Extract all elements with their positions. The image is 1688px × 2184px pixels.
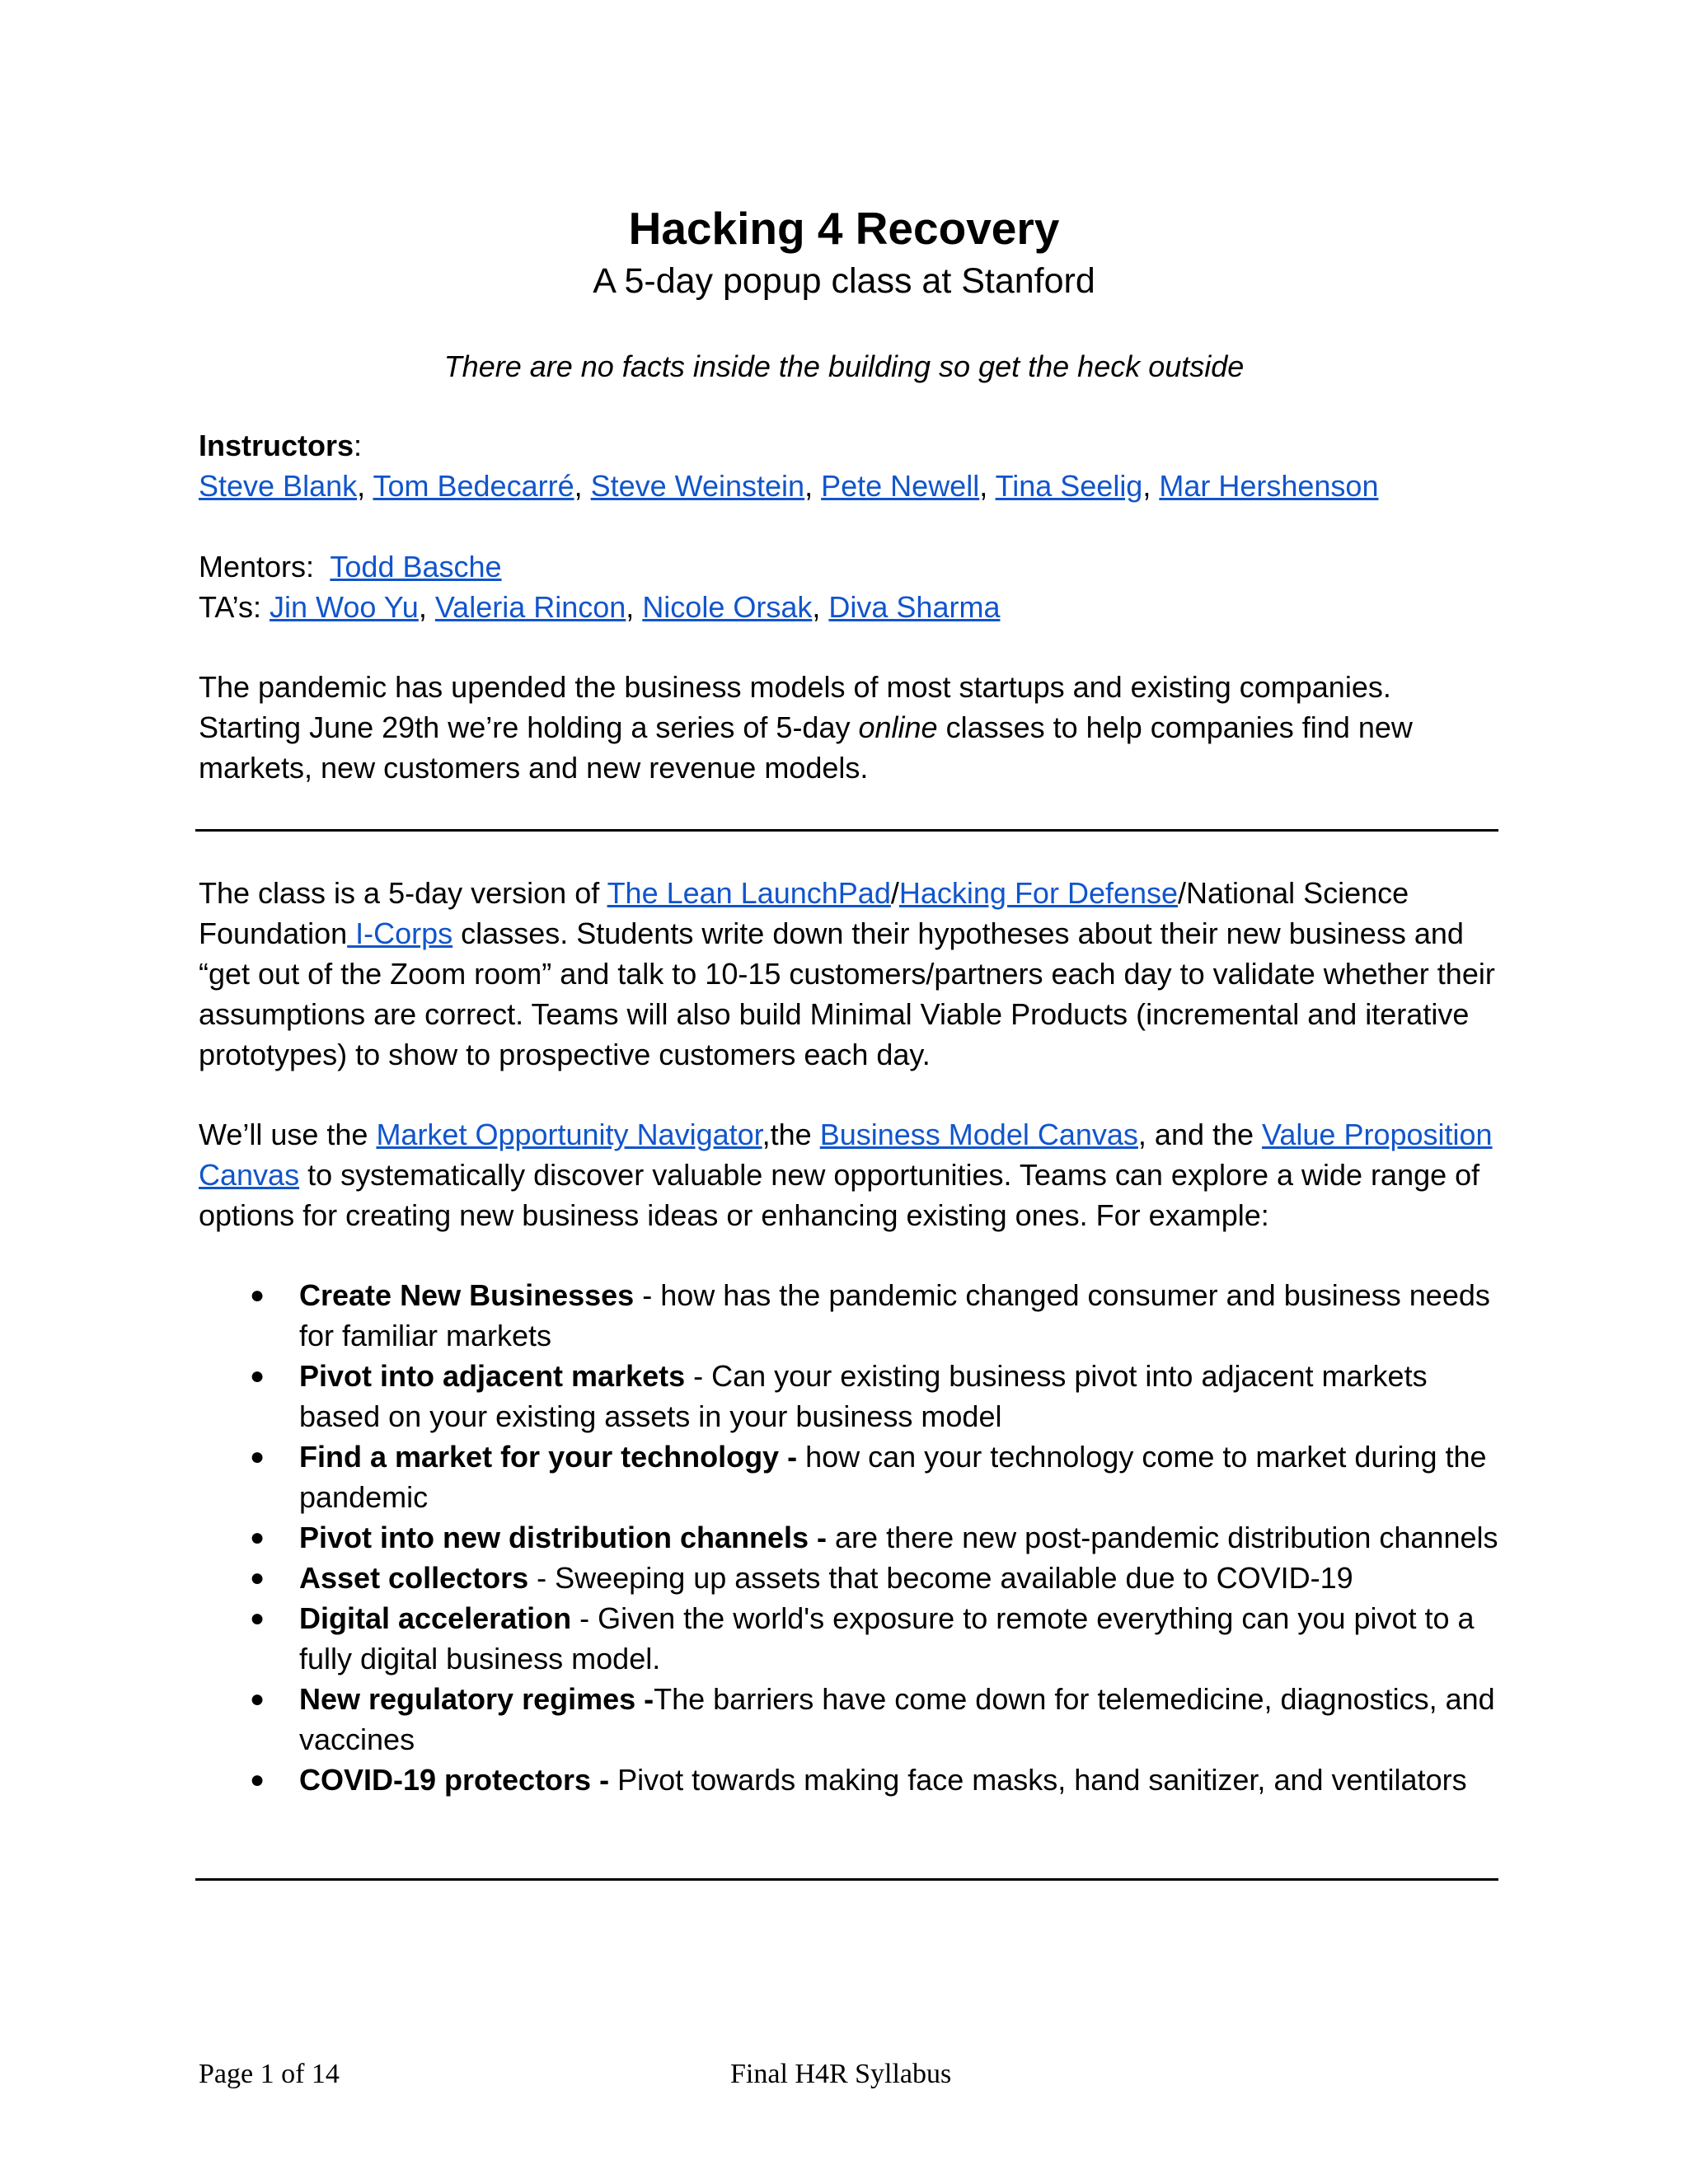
instructors-heading (199, 425, 1501, 466)
bullet-text: - how has the pandemic changed consumer and business needs for familiar markets (299, 1278, 1490, 1352)
business-model-canvas-link[interactable]: Business Model Canvas (819, 1118, 1138, 1151)
instructor-link-tom-bedecarre[interactable]: Tom Bedecarré (373, 469, 574, 503)
list-item (199, 1598, 1501, 1679)
mentors-line (199, 546, 1501, 587)
list-item (199, 1760, 1501, 1800)
bullet-icon: ● (250, 1564, 265, 1591)
instructor-link-steve-weinstein[interactable]: Steve Weinstein (590, 469, 805, 503)
list-item (199, 1679, 1501, 1760)
instructors-label: Instructors (199, 429, 354, 462)
list-item (199, 1517, 1501, 1558)
bullet-icon: ● (250, 1443, 265, 1470)
bullet-text: - Can your existing business pivot into adjacent markets based on your existing assets in your business model (299, 1359, 1428, 1433)
intro-text-1: The pandemic has upended the business models of most startups and existing companies. Starting June 29th we’re holding a series of 5-day (199, 670, 1391, 744)
page-title: Hacking 4 Recovery (628, 203, 1060, 254)
instructor-link-tina-seelig[interactable]: Tina Seelig (995, 469, 1143, 503)
bullet-title: Pivot into new distribution channels - (299, 1521, 828, 1554)
tas-line: TA’s: Jin Woo Yu, Valeria Rincon, Nicole Orsak, Diva Sharma (199, 590, 1001, 624)
lean-launchpad-link[interactable]: The Lean LaunchPad (607, 876, 891, 910)
bullet-icon: ● (250, 1685, 265, 1713)
ta-link-valeria-rincon[interactable]: Valeria Rincon (434, 590, 626, 624)
bullet-icon: ● (250, 1605, 265, 1632)
value-proposition-canvas-link[interactable]: Value Proposition Canvas (199, 1118, 1493, 1192)
bullet-title: COVID-19 protectors - (299, 1763, 610, 1797)
class-desc-text-1: The class is a 5-day version of (199, 876, 607, 910)
examples-list (199, 1275, 1501, 1800)
ta-link-diva-sharma[interactable]: Diva Sharma (828, 590, 1001, 624)
bullet-text: - Given the world's exposure to remote everything can you pivot to a fully digital business model. (299, 1601, 1475, 1675)
bullet-text: how can your technology come to market during the pandemic (299, 1440, 1487, 1514)
tools-paragraph (199, 1114, 1501, 1235)
tas-label: TA’s: (199, 590, 262, 624)
bullet-text: - Sweeping up assets that become available due to COVID-19 (528, 1561, 1353, 1595)
bullet-title: Asset collectors (299, 1561, 529, 1595)
mentor-link-todd-basche[interactable]: Todd Basche (330, 550, 502, 583)
tools-text-1: We’ll use the (199, 1118, 377, 1151)
bullet-text: Pivot towards making face masks, hand sanitizer, and ventilators (609, 1763, 1467, 1797)
class-description (199, 873, 1501, 1075)
instructors-colon: : (354, 429, 363, 462)
i-corps-link[interactable]: I-Corps (347, 916, 453, 950)
instructor-link-mar-hershenson[interactable]: Mar Hershenson (1159, 469, 1379, 503)
bullet-title: Digital acceleration (299, 1601, 572, 1635)
mentors-tas-section (199, 546, 1501, 627)
footer-doc-title: Final H4R Syllabus (730, 2059, 952, 2089)
ta-link-nicole-orsak[interactable]: Nicole Orsak (642, 590, 813, 624)
instructor-link-steve-blank[interactable]: Steve Blank (199, 469, 358, 503)
instructors-list: Steve Blank, Tom Bedecarré, Steve Weinstein, Pete Newell, Tina Seelig, Mar Hershenson (199, 469, 1379, 503)
hacking-for-defense-link[interactable]: Hacking For Defense (898, 876, 1179, 910)
tools-text-4: to systematically discover valuable new opportunities. Teams can explore a wide range of options for creating new business ideas or enhancing existing ones. For example: (199, 1158, 1480, 1232)
bullet-title: Pivot into adjacent markets (299, 1359, 686, 1393)
section-divider-bottom (195, 1878, 1498, 1881)
bullet-title: Create New Businesses (299, 1278, 635, 1312)
bullet-icon: ● (250, 1362, 265, 1390)
instructor-link-pete-newell[interactable]: Pete Newell (821, 469, 980, 503)
class-desc-sep: / (890, 876, 899, 910)
bullet-icon: ● (250, 1282, 265, 1309)
bullet-icon: ● (250, 1524, 265, 1551)
list-item (199, 1275, 1501, 1356)
intro-text-2: classes to help companies find new markets, new customers and new revenue models. (199, 710, 1413, 785)
bullet-text: are there new post-pandemic distribution channels (827, 1521, 1498, 1554)
class-desc-text-2: /National Science Foundation (199, 876, 1409, 950)
class-desc-text-3: classes. Students write down their hypotheses about their new business and “get out of the Zoom room” and talk to 10-15 customers/partners each day to validate whether their assumptions are correct. Teams will also build Minimal Viable Products (incremental and iterative prototypes) to show to prospective customers each day. (199, 916, 1495, 1071)
tools-text-3: , and the (1137, 1118, 1263, 1151)
ta-link-jin-woo-yu[interactable]: Jin Woo Yu (270, 590, 419, 624)
section-divider-top (195, 829, 1498, 832)
bullet-text: The barriers have come down for telemedicine, diagnostics, and vaccines (299, 1682, 1495, 1756)
tools-text-2: ,the (762, 1118, 820, 1151)
intro-paragraph (199, 667, 1501, 788)
motto: There are no facts inside the building so get the heck outside (443, 349, 1245, 383)
bullet-title: New regulatory regimes - (299, 1682, 654, 1716)
list-item (199, 1356, 1501, 1436)
list-item (199, 1558, 1501, 1598)
page-subtitle: A 5-day popup class at Stanford (593, 261, 1095, 301)
bullet-title: Find a market for your technology - (299, 1440, 798, 1474)
mentors-label: Mentors: (199, 550, 315, 583)
market-opportunity-navigator-link[interactable]: Market Opportunity Navigator (376, 1118, 762, 1151)
footer-page-number: Page 1 of 14 (199, 2059, 340, 2089)
bullet-icon: ● (250, 1766, 265, 1793)
list-item (199, 1436, 1501, 1517)
intro-online: online (858, 710, 938, 744)
instructors-section (199, 425, 1501, 506)
